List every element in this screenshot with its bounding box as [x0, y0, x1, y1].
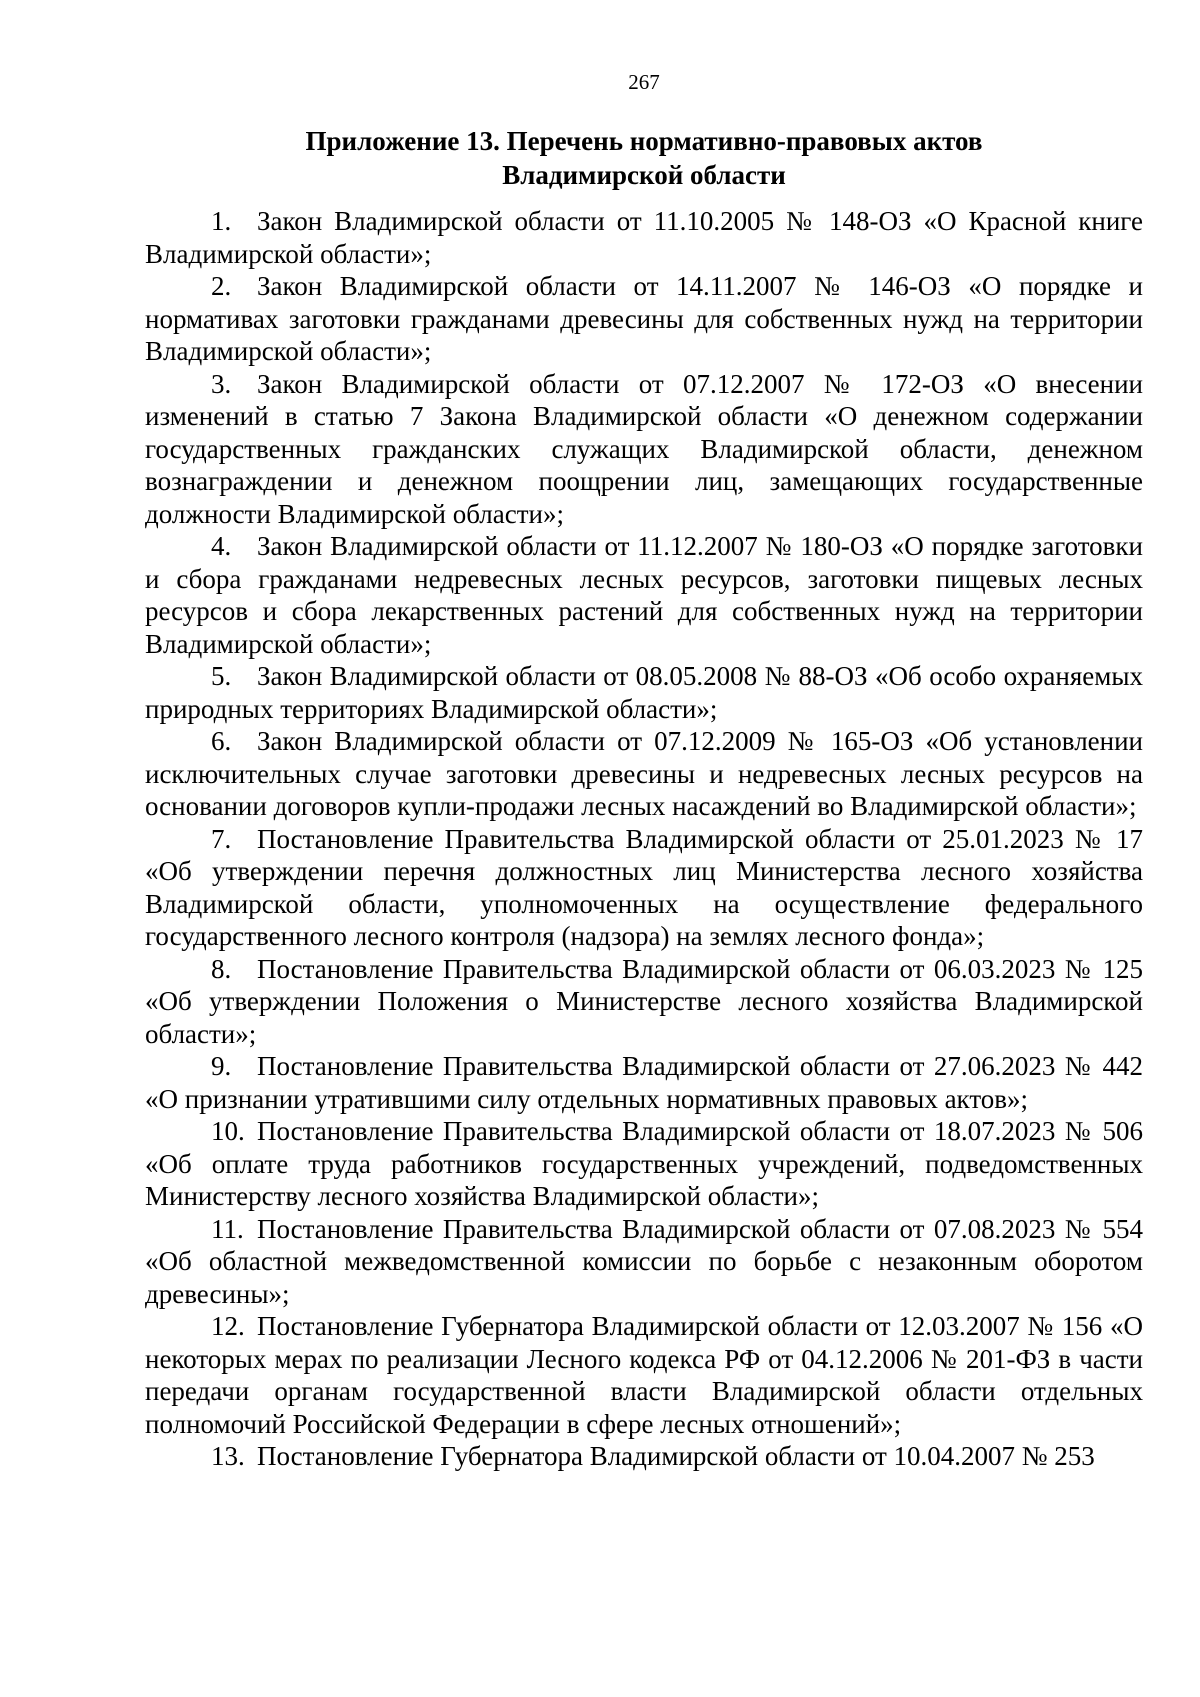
- legal-acts-list: [145, 205, 1143, 1473]
- item-text: Закон Владимирской области от 07.12.2007 № 172-ОЗ «О внесении изменений в статью 7 Закона Владимирской области «О денежном содержании государственных гражданских служащих Владимирской области, денежном вознаграждении и денежном поощрении лиц, замещающих государственные должности Владимирской области»;: [145, 368, 1143, 529]
- item-text: Закон Владимирской области от 11.10.2005 № 148-ОЗ «О Красной книге Владимирской области»;: [145, 206, 1143, 269]
- document-page: [145, 0, 1143, 1697]
- page-number: 267: [628, 70, 660, 94]
- list-item: [145, 1213, 1143, 1311]
- item-text: Постановление Правительства Владимирской области от 27.06.2023 № 442 «О признании утратившими силу отдельных нормативных правовых актов»;: [145, 1051, 1143, 1114]
- heading-line-2: Владимирской области: [502, 160, 786, 190]
- item-text: Постановление Правительства Владимирской области от 06.03.2023 № 125 «Об утверждении Положения о Министерстве лесного хозяйства Владимирской области»;: [145, 953, 1143, 1049]
- list-item: [145, 1115, 1143, 1213]
- list-item: [145, 725, 1143, 823]
- list-item: [145, 368, 1143, 531]
- list-item: [145, 270, 1143, 368]
- heading-line-1: Приложение 13. Перечень нормативно-правовых актов: [305, 126, 983, 156]
- list-item: [145, 530, 1143, 660]
- item-number: 3.: [211, 368, 232, 399]
- item-number: 8.: [211, 953, 232, 984]
- list-item: [145, 660, 1143, 725]
- item-number: 13.: [211, 1441, 245, 1471]
- item-number: 9.: [211, 1051, 232, 1081]
- list-item: [145, 1050, 1143, 1115]
- list-item: [145, 823, 1143, 953]
- item-text: Закон Владимирской области от 11.12.2007 № 180-ОЗ «О порядке заготовки и сбора гражданами недревесных лесных ресурсов, заготовки пищевых лесных ресурсов и сбора лекарственных растений для собственных нужд на территории Владимирской области»;: [145, 531, 1143, 659]
- item-text: Закон Владимирской области от 07.12.2009 № 165-ОЗ «Об установлении исключительных случае заготовки древесины и недревесных лесных ресурсов на основании договоров купли-продажи лесных насаждений во Владимирской области»;: [145, 726, 1143, 821]
- item-number: 6.: [211, 726, 232, 756]
- list-item: [145, 205, 1143, 270]
- document-heading: [145, 124, 1143, 192]
- item-number: 5.: [211, 661, 232, 691]
- item-number: 4.: [211, 531, 232, 561]
- list-item: [145, 1440, 1143, 1473]
- item-text: Постановление Губернатора Владимирской области от 12.03.2007 № 156 «О некоторых мерах по реализации Лесного кодекса РФ от 04.12.2006 № 201-ФЗ в части передачи органам государственной власти Владимирской области отдельных полномочий Российской Федерации в сфере лесных отношений»;: [145, 1311, 1143, 1439]
- item-text: Закон Владимирской области от 08.05.2008 № 88-ОЗ «Об особо охраняемых природных территориях Владимирской области»;: [145, 661, 1143, 724]
- item-number: 7.: [211, 823, 232, 854]
- list-item: [145, 953, 1143, 1051]
- item-text: Закон Владимирской области от 14.11.2007 № 146-ОЗ «О порядке и нормативах заготовки гражданами древесины для собственных нужд на территории Владимирской области»;: [145, 271, 1143, 366]
- item-number: 2.: [211, 271, 232, 301]
- item-text: Постановление Правительства Владимирской области от 18.07.2023 № 506 «Об оплате труда работников государственных учреждений, подведомственных Министерству лесного хозяйства Владимирской области»;: [145, 1116, 1143, 1211]
- item-number: 12.: [211, 1311, 245, 1341]
- item-text: Постановление Губернатора Владимирской области от 10.04.2007 № 253: [257, 1441, 1095, 1471]
- item-number: 1.: [211, 206, 232, 236]
- item-number: 10.: [211, 1116, 245, 1146]
- item-number: 11.: [211, 1213, 244, 1244]
- item-text: Постановление Правительства Владимирской области от 07.08.2023 № 554 «Об областной межведомственной комиссии по борьбе с незаконным оборотом древесины»;: [145, 1213, 1143, 1309]
- item-text: Постановление Правительства Владимирской области от 25.01.2023 № 17 «Об утверждении перечня должностных лиц Министерства лесного хозяйства Владимирской области, уполномоченных на осуществление федерального государственного лесного контроля (надзора) на землях лесного фонда»;: [145, 823, 1143, 951]
- list-item: [145, 1310, 1143, 1440]
